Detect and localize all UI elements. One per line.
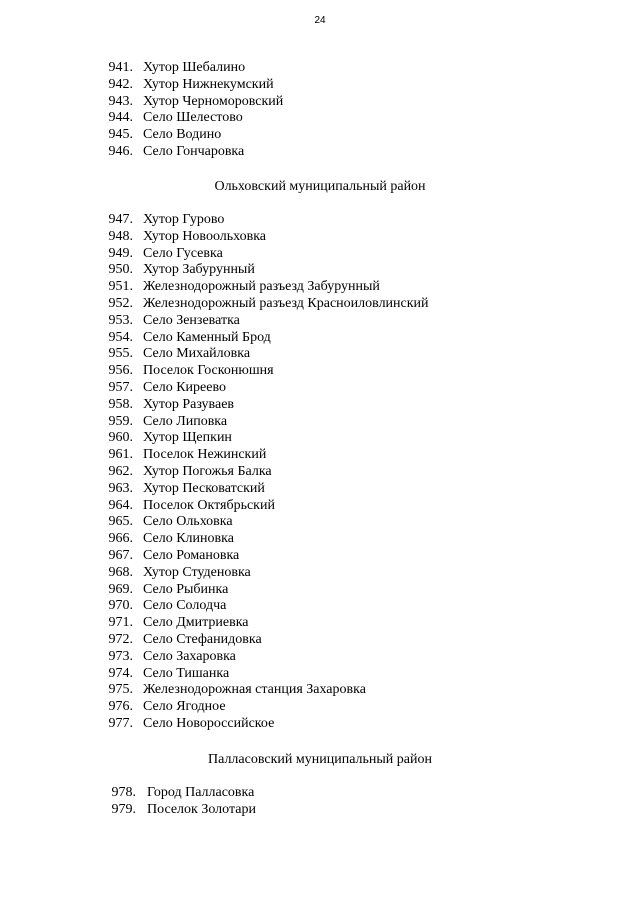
list-item <box>0 481 640 498</box>
settlement-name: Село Гончаровка <box>143 143 245 159</box>
list-item <box>0 632 640 649</box>
settlement-name: Село Романовка <box>143 547 240 563</box>
item-number: 952. <box>108 295 133 311</box>
list-item <box>0 649 640 666</box>
item-number: 955. <box>108 346 133 362</box>
settlement-name: Город Палласовка <box>147 785 255 800</box>
item-number: 951. <box>108 279 133 295</box>
settlement-name: Село Киреево <box>143 379 226 395</box>
settlement-name: Хутор Студеновка <box>143 564 251 580</box>
list-item <box>0 94 640 111</box>
item-number: 979. <box>111 801 136 817</box>
item-number: 950. <box>108 262 133 278</box>
list-item <box>0 397 640 414</box>
item-number: 977. <box>108 715 133 731</box>
item-number: 947. <box>108 212 133 227</box>
list-item <box>0 110 640 127</box>
settlement-name: Хутор Щепкин <box>143 430 232 446</box>
settlement-name: Село Дмитриевка <box>143 615 249 631</box>
list-item <box>0 716 640 733</box>
item-number: 963. <box>108 480 133 496</box>
settlement-name: Село Каменный Брод <box>143 329 271 345</box>
list-item <box>0 313 640 330</box>
item-number: 976. <box>108 699 133 715</box>
list-item <box>0 565 640 582</box>
list-item <box>0 363 640 380</box>
list-item <box>0 498 640 515</box>
item-number: 961. <box>108 447 133 463</box>
item-number: 958. <box>108 396 133 412</box>
list-item <box>0 430 640 447</box>
item-number: 948. <box>108 228 133 244</box>
settlement-list-b <box>0 212 640 733</box>
settlement-name: Село Рыбинка <box>143 581 229 597</box>
list-item <box>0 229 640 246</box>
item-number: 973. <box>108 648 133 664</box>
item-number: 956. <box>108 363 133 379</box>
settlement-name: Село Ягодное <box>143 699 226 715</box>
list-item <box>0 144 640 161</box>
list-item <box>0 414 640 431</box>
settlement-list-c <box>0 785 640 819</box>
settlement-name: Село Новороссийское <box>143 715 275 731</box>
item-number: 941. <box>108 60 133 75</box>
settlement-name: Хутор Нижнекумский <box>143 76 274 92</box>
list-item <box>0 699 640 716</box>
settlement-name: Село Гусевка <box>143 245 223 261</box>
list-item <box>0 464 640 481</box>
settlement-name: Железнодорожный разъезд Забурунный <box>143 279 380 295</box>
list-item <box>0 785 640 802</box>
settlement-name: Село Зензеватка <box>143 312 240 328</box>
item-number: 968. <box>108 564 133 580</box>
settlement-name: Поселок Золотари <box>147 801 256 817</box>
list-item <box>0 531 640 548</box>
list-item <box>0 246 640 263</box>
settlement-name: Поселок Нежинский <box>143 447 267 463</box>
item-number: 953. <box>108 312 133 328</box>
list-item <box>0 802 640 819</box>
list-item <box>0 682 640 699</box>
list-item <box>0 279 640 296</box>
list-item <box>0 447 640 464</box>
settlement-list-a <box>0 60 640 161</box>
list-item <box>0 548 640 565</box>
settlement-name: Село Тишанка <box>143 665 230 681</box>
item-number: 959. <box>108 413 133 429</box>
section-heading-olkhovsky: Ольховский муниципальный район <box>214 179 426 194</box>
settlement-name: Хутор Черноморовский <box>143 93 284 109</box>
settlement-name: Село Ольховка <box>143 514 233 530</box>
settlement-name: Хутор Погожья Балка <box>143 463 272 479</box>
list-item <box>0 77 640 94</box>
settlement-name: Хутор Песковатский <box>143 480 265 496</box>
settlement-name: Село Липовка <box>143 413 228 429</box>
item-number: 971. <box>108 615 133 631</box>
list-item <box>0 380 640 397</box>
item-number: 960. <box>108 430 133 446</box>
settlement-name: Село Шелестово <box>143 110 243 126</box>
list-item <box>0 582 640 599</box>
settlement-name: Железнодорожный разъезд Красноиловлинский <box>143 295 429 311</box>
item-number: 949. <box>108 245 133 261</box>
list-item <box>0 666 640 683</box>
settlement-name: Село Солодча <box>143 598 227 614</box>
settlement-name: Село Клиновка <box>143 531 234 547</box>
item-number: 975. <box>108 682 133 698</box>
item-number: 944. <box>108 110 133 126</box>
list-item <box>0 60 640 77</box>
item-number: 972. <box>108 631 133 647</box>
item-number: 969. <box>108 581 133 597</box>
settlement-name: Хутор Новоольховка <box>143 228 267 244</box>
item-number: 964. <box>108 497 133 513</box>
list-item <box>0 514 640 531</box>
item-number: 946. <box>108 143 133 159</box>
list-item <box>0 330 640 347</box>
settlement-name: Поселок Госконюшня <box>143 363 274 379</box>
settlement-name: Село Захаровка <box>143 648 236 664</box>
section-heading-pallasovsky: Палласовский муниципальный район <box>208 752 432 767</box>
item-number: 970. <box>108 598 133 614</box>
settlement-name: Поселок Октябрьский <box>143 497 275 513</box>
item-number: 945. <box>108 127 133 143</box>
page-number: 24 <box>314 15 326 26</box>
list-item <box>0 346 640 363</box>
item-number: 966. <box>108 531 133 547</box>
settlement-name: Село Водино <box>143 127 222 143</box>
item-number: 943. <box>108 93 133 109</box>
list-item <box>0 598 640 615</box>
item-number: 965. <box>108 514 133 530</box>
item-number: 954. <box>108 329 133 345</box>
settlement-name: Хутор Разуваев <box>143 396 235 412</box>
settlement-name: Хутор Забурунный <box>143 262 255 278</box>
item-number: 978. <box>111 785 136 800</box>
settlement-name: Хутор Шебалино <box>143 60 246 75</box>
settlement-name: Железнодорожная станция Захаровка <box>143 682 366 698</box>
list-item <box>0 615 640 632</box>
settlement-name: Село Стефанидовка <box>143 631 262 647</box>
list-item <box>0 296 640 313</box>
settlement-name: Хутор Гурово <box>143 212 225 227</box>
item-number: 974. <box>108 665 133 681</box>
list-item <box>0 262 640 279</box>
item-number: 967. <box>108 547 133 563</box>
list-item <box>0 212 640 229</box>
item-number: 962. <box>108 463 133 479</box>
settlement-name: Село Михайловка <box>143 346 251 362</box>
item-number: 957. <box>108 379 133 395</box>
list-item <box>0 127 640 144</box>
item-number: 942. <box>108 76 133 92</box>
